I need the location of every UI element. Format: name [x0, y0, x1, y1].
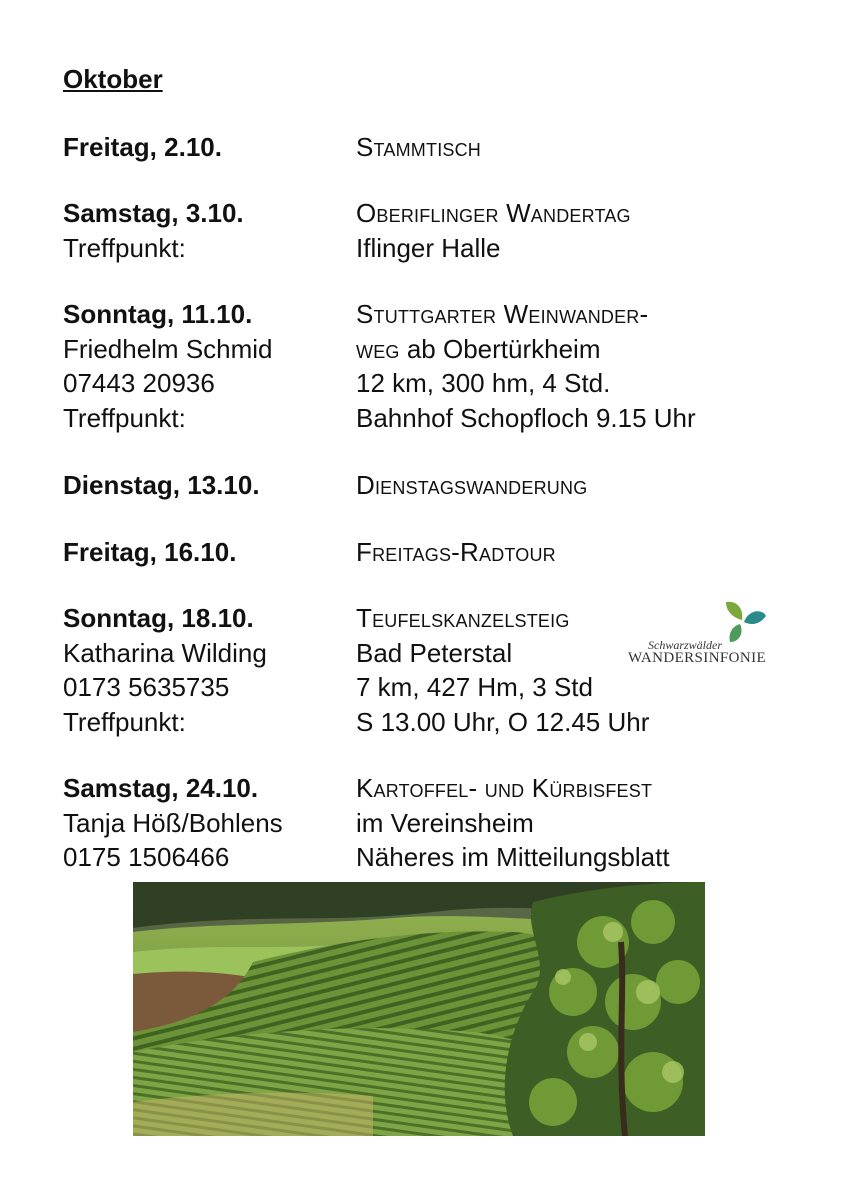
event-title: Dienstagswanderung: [356, 470, 588, 500]
event-route-info: 7 km, 427 Hm, 3 Std: [356, 672, 593, 702]
event-detail-value: Iflinger Halle: [356, 232, 501, 263]
event-entry: [63, 196, 783, 265]
event-entry: [63, 771, 783, 875]
event-title: Stammtisch: [356, 132, 481, 162]
vineyard-landscape-photo: [133, 882, 705, 1136]
event-title: Freitags-Radtour: [356, 537, 556, 567]
event-detail-label: Treffpunkt:: [63, 232, 186, 263]
event-detail-label: Treffpunkt:: [63, 706, 186, 737]
event-location: im Vereinsheim: [356, 807, 534, 838]
event-title: Stuttgarter Weinwander-: [356, 299, 649, 329]
event-day: Freitag, 16.10.: [63, 537, 237, 567]
event-entry: [63, 535, 783, 570]
month-heading: Oktober: [63, 64, 163, 94]
event-entry: [63, 297, 783, 435]
logo-text-line1: Schwarzwälder: [648, 638, 723, 652]
event-entry: [63, 468, 783, 503]
wandersinfonie-logo: [620, 598, 796, 680]
event-contact-phone: 0173 5635735: [63, 672, 230, 702]
event-day: Sonntag, 18.10.: [63, 603, 254, 633]
event-day: Sonntag, 11.10.: [63, 299, 253, 329]
logo-text-line2: WANDERSINFONIE: [628, 650, 767, 666]
event-meeting-point: S 13.00 Uhr, O 12.45 Uhr: [356, 706, 650, 737]
event-day: Samstag, 3.10.: [63, 198, 244, 228]
event-meeting-point: Bahnhof Schopfloch 9.15 Uhr: [356, 402, 696, 433]
event-contact-phone: 07443 20936: [63, 368, 215, 398]
event-title: Kartoffel- und Kürbisfest: [356, 773, 653, 803]
wandersinfonie-logo-icon: [718, 598, 768, 644]
event-start-location: ab Obertürkheim: [399, 333, 601, 364]
event-contact-name: Katharina Wilding: [63, 637, 267, 668]
event-title: Oberiflinger Wandertag: [356, 198, 631, 228]
event-route-info: 12 km, 300 hm, 4 Std.: [356, 368, 611, 398]
event-detail-value: [356, 332, 783, 367]
event-contact-phone: 0175 1506466: [63, 842, 230, 872]
event-location: Bad Peterstal: [356, 637, 513, 668]
event-entry: [63, 130, 783, 165]
event-contact-name: Tanja Höß/Bohlens: [63, 807, 283, 838]
event-day: Freitag, 2.10.: [63, 132, 222, 162]
event-contact-name: Friedhelm Schmid: [63, 333, 273, 364]
event-note: Näheres im Mitteilungsblatt: [356, 842, 670, 872]
event-title-continuation: weg: [356, 333, 400, 364]
event-title: Teufelskanzelsteig: [356, 603, 570, 633]
event-day: Dienstag, 13.10.: [63, 470, 260, 500]
event-day: Samstag, 24.10.: [63, 773, 259, 803]
event-detail-label: Treffpunkt:: [63, 402, 186, 433]
